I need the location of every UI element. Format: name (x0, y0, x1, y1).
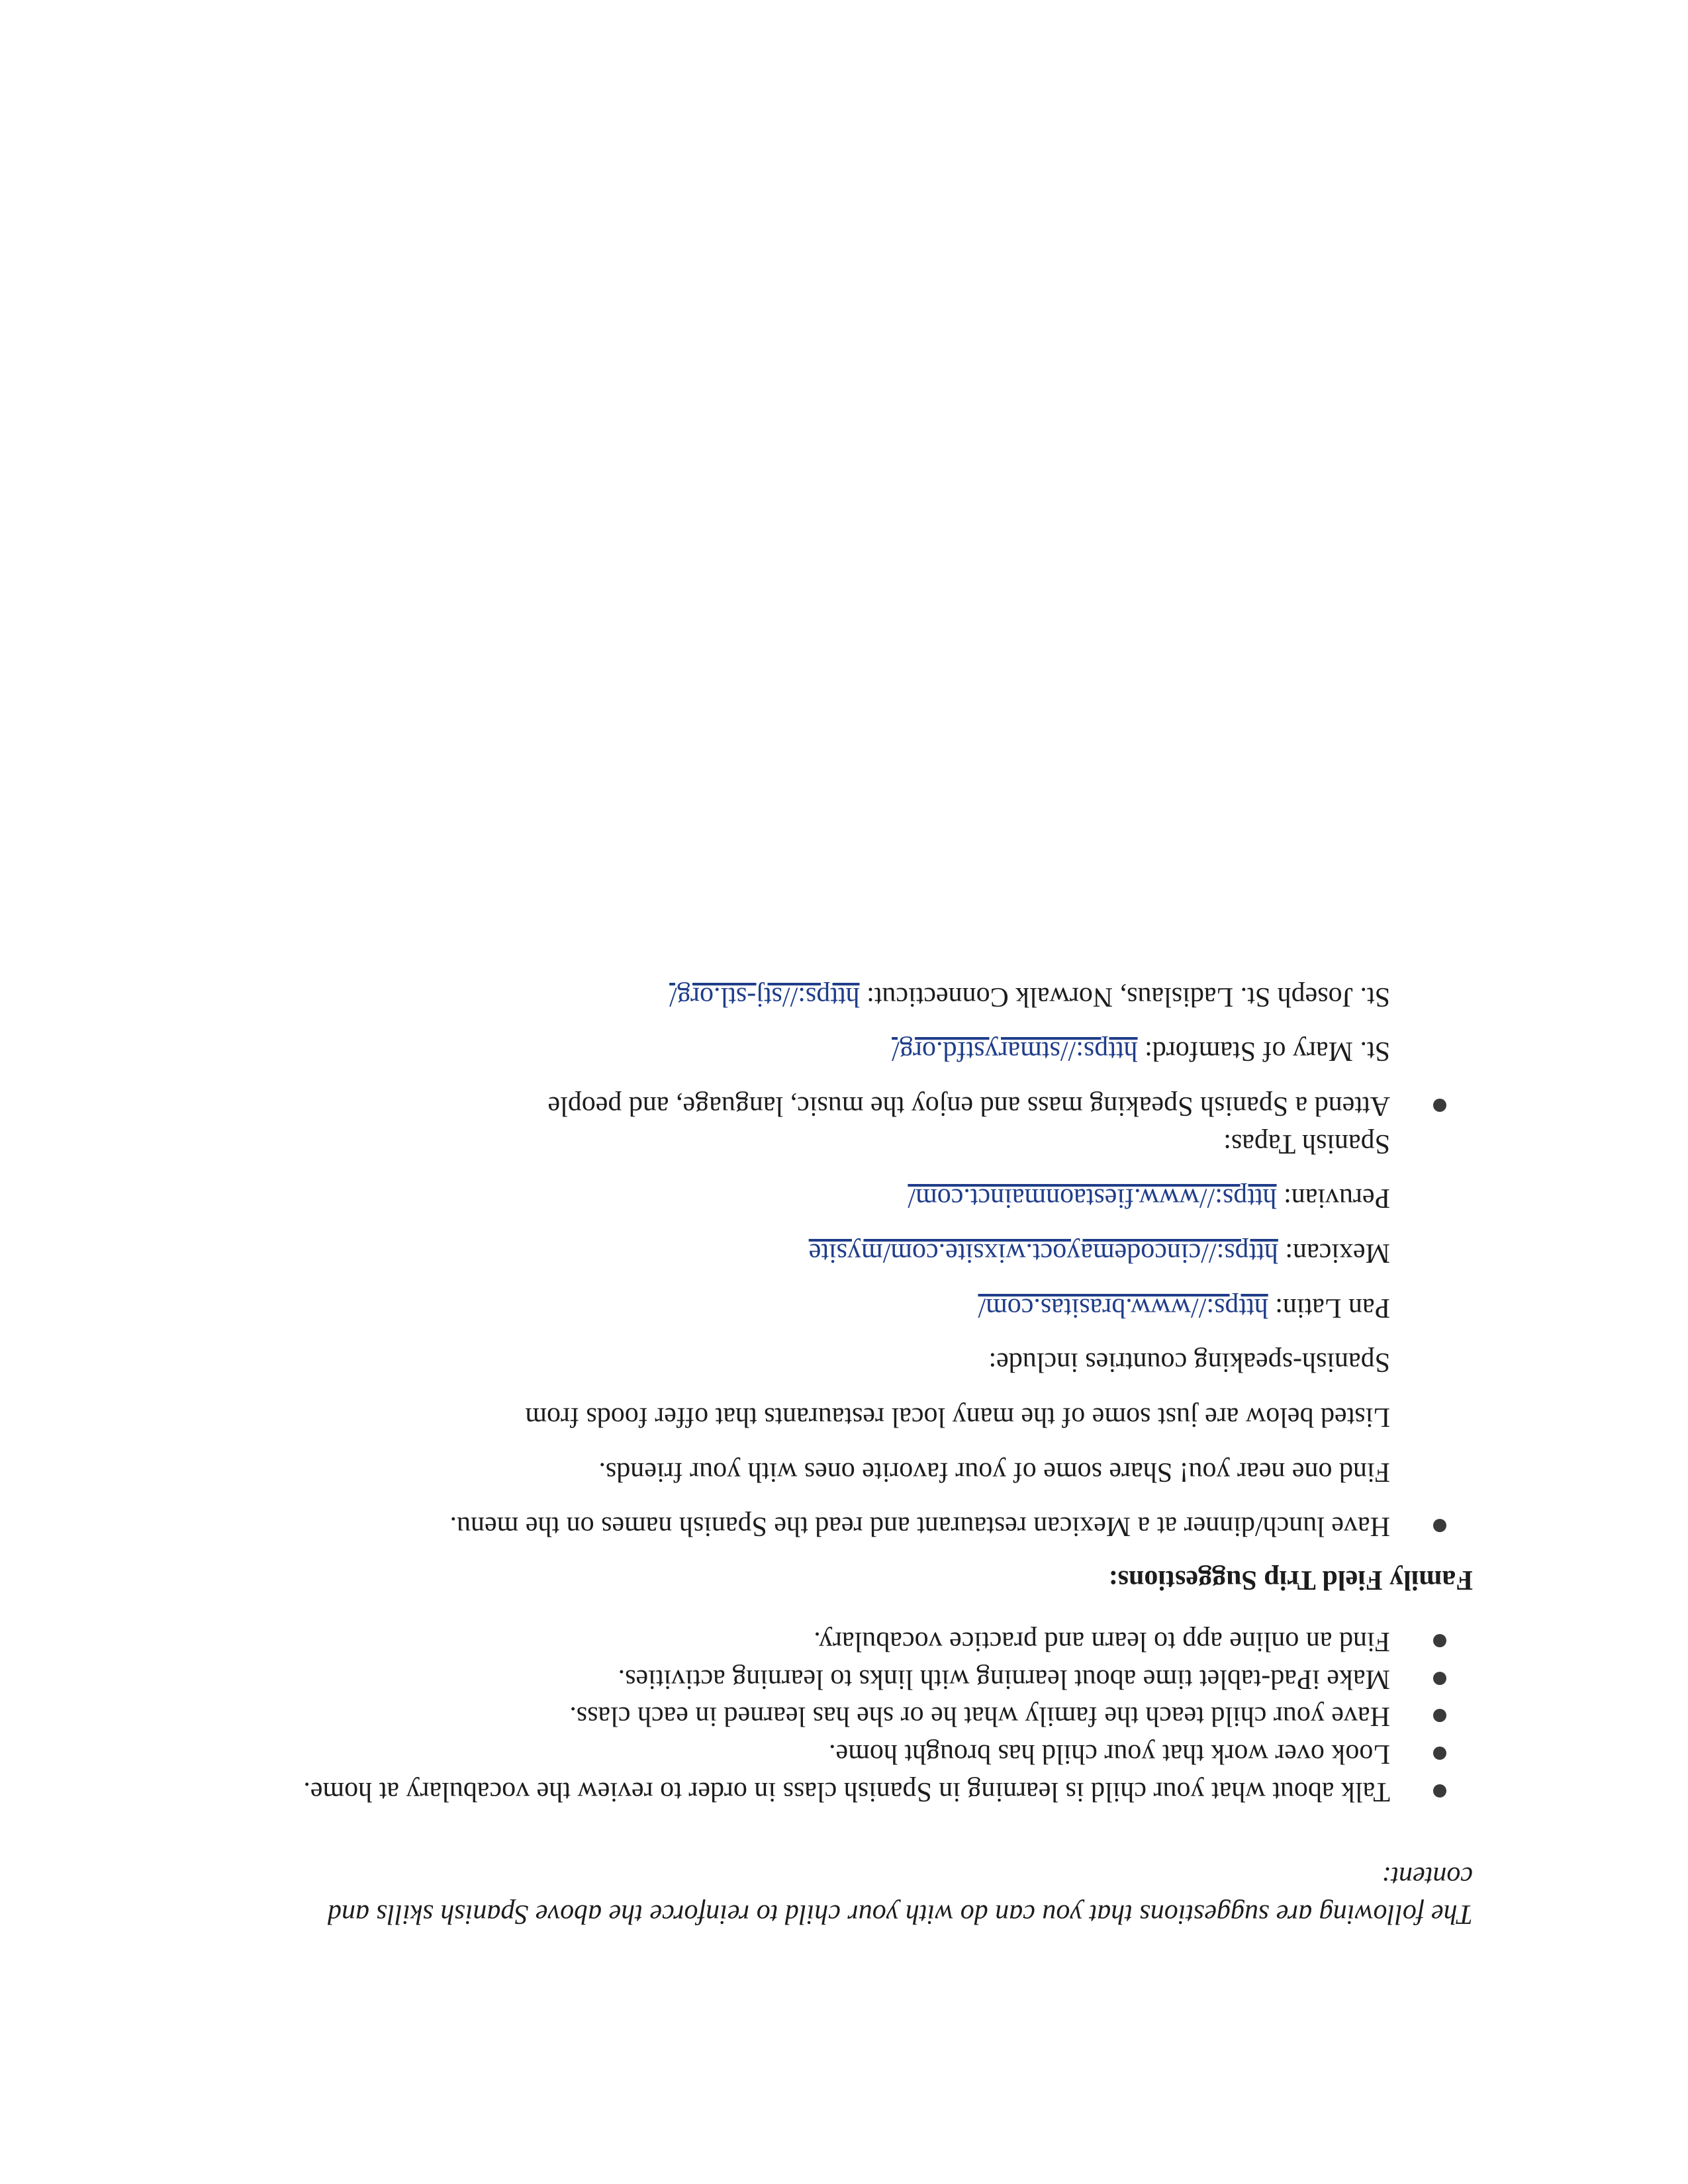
restaurant-peruvian (215, 1179, 1473, 1217)
bullet-icon (1433, 1634, 1446, 1647)
church-link[interactable]: https://stj-stl.org/ (669, 981, 860, 1012)
intro-text: The following are suggestions that you can do with your child to reinforce the above Spanish skills and content: (327, 1861, 1473, 1929)
find-one-text: Find one near you! Share some of your favorite ones with your friends. (598, 1456, 1390, 1487)
mass-suggestion-text: Attend a Spanish Speaking mass and enjoy the music, language, and people (547, 1091, 1390, 1121)
bullet-icon (1433, 1099, 1446, 1112)
list-item-text: Talk about what your child is learning in Spanish class in order to review the vocabulary at home. (303, 1776, 1390, 1807)
page-content (215, 978, 1473, 1933)
list-item-text: Have your child teach the family what he or she has learned in each class. (569, 1701, 1390, 1732)
restaurant-link[interactable]: https://cincodemayoct.wixsite.com/mysite (808, 1238, 1278, 1269)
restaurant-spanish-tapas (215, 1124, 1473, 1162)
list-item (215, 1622, 1473, 1660)
list-item (215, 1698, 1473, 1735)
list-item-text: Make iPad-tablet time about learning with links to learning activities. (618, 1663, 1390, 1694)
restaurant-pan-latin (215, 1289, 1473, 1326)
field-trip-heading: Family Field Trip Suggestions: (1108, 1565, 1473, 1596)
bullet-icon (1433, 1520, 1446, 1533)
list-item (215, 1087, 1473, 1124)
bullet-icon (1433, 1672, 1446, 1685)
restaurant-suggestion-text: Have lunch/dinner at a Mexican restaurant and read the Spanish names on the menu. (449, 1511, 1390, 1542)
restaurant-link[interactable]: https://www.brasitas.com/ (978, 1292, 1268, 1323)
listed-below-text: Listed below are just some of the many local restaurants that offer foods from (525, 1402, 1390, 1433)
bullet-icon (1433, 1747, 1446, 1760)
list-item (215, 1735, 1473, 1772)
church-st-joseph (215, 978, 1473, 1015)
restaurant-label: Peruvian: (1276, 1183, 1390, 1214)
church-st-mary (215, 1032, 1473, 1070)
bullet-icon (1433, 1784, 1446, 1797)
restaurant-label: Spanish Tapas: (1223, 1128, 1390, 1159)
restaurant-link[interactable]: https://www.fiestaonmainct.com/ (908, 1183, 1277, 1214)
list-item-text: Find an online app to learn and practice vocabulary. (814, 1625, 1390, 1657)
list-item (215, 1660, 1473, 1698)
church-label: St. Joseph St. Ladislaus, Norwalk Connecticut: (859, 981, 1390, 1012)
list-item-text: Look over work that your child has brought home. (829, 1738, 1390, 1769)
church-link[interactable]: https://stmarystfd.org/ (892, 1036, 1138, 1067)
church-label: St. Mary of Stamford: (1137, 1036, 1390, 1067)
restaurant-label: Mexican: (1278, 1238, 1390, 1269)
list-item (215, 1508, 1473, 1545)
field-trip-list (215, 1508, 1473, 1545)
mass-list (215, 1087, 1473, 1124)
list-item (215, 1772, 1473, 1810)
home-suggestions-list (215, 1622, 1473, 1809)
bullet-icon (1433, 1709, 1446, 1722)
restaurant-label: Pan Latin: (1268, 1292, 1390, 1323)
restaurant-mexican (215, 1234, 1473, 1271)
countries-include-text: Spanish-speaking countries include: (988, 1347, 1390, 1378)
